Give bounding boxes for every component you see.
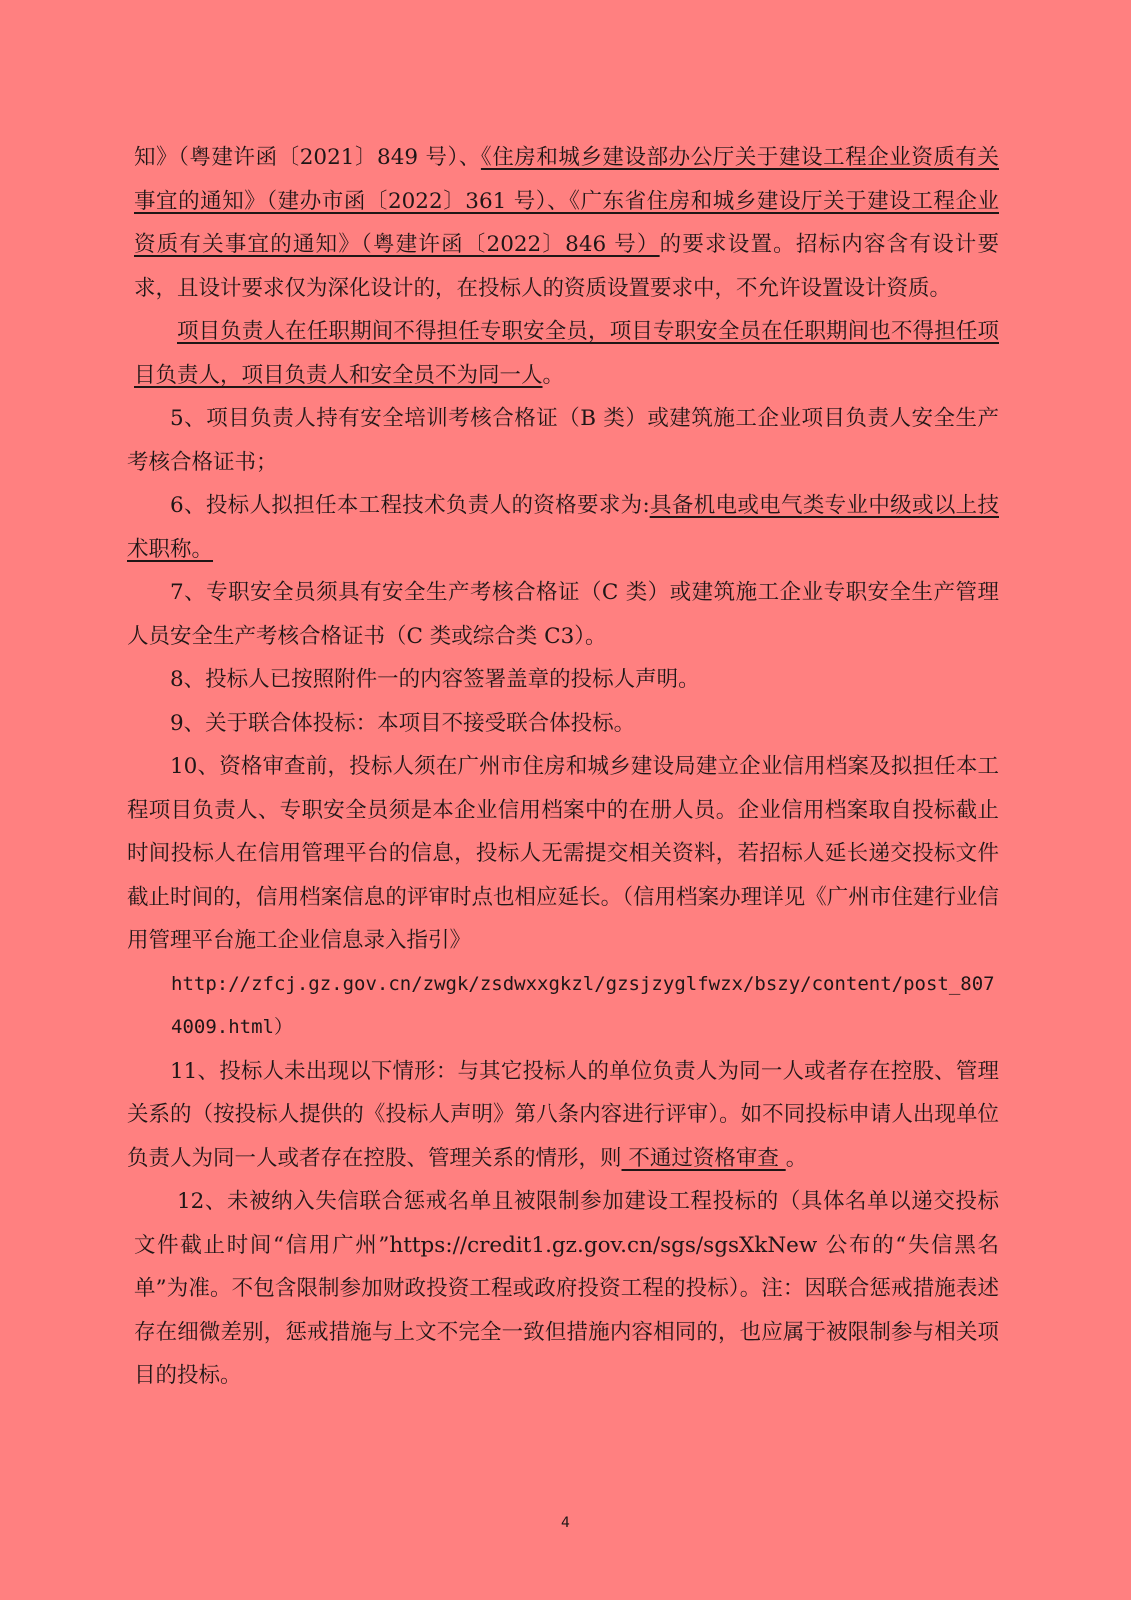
paragraph-project-manager: [127, 310, 999, 397]
credit-guide-url: http://zfcj.gz.gov.cn/zwgk/zsdwxxgkzl/gzsjzyglfwzx/bszy/content/post_8074009.html）: [171, 972, 995, 1038]
paragraph-item-12: 12、未被纳入失信联合惩戒名单且被限制参加建设工程投标的（具体名单以递交投标文件截止时间“信用广州”https://credit1.gz.gov.cn/sgs/sgsXkNew 公布的“失信黑名单”为准。不包含限制参加财政投资工程或政府投资工程的投标）。注：因联合惩戒措施表述存在细微差别，惩戒措施与上文不完全一致但措施内容相同的，也应属于被限制参与相关项目的投标。: [134, 1189, 999, 1388]
paragraph-item-7: 7、专职安全员须具有安全生产考核合格证（C 类）或建筑施工企业专职安全生产管理人员安全生产考核合格证书（C 类或综合类 C3）。: [127, 580, 999, 649]
paragraph-item-9: 9、关于联合体投标：本项目不接受联合体投标。: [170, 710, 636, 736]
text-segment: 知》（粤建许函〔2021〕849 号）、: [134, 145, 481, 170]
paragraph-item-5: 5、项目负责人持有安全培训考核合格证（B 类）或建筑施工企业项目负责人安全生产考核合格证书；: [127, 406, 999, 475]
underlined-text: 《住房和城乡建设部办公厅关于建设工程企业资质有关事宜的通知》（建办市函〔2022〕361 号）、《广东省住房和城乡建设厅关于建设工程企业资质有关事宜的通知》（粤建许函〔2022〕846 号）: [134, 145, 999, 257]
paragraph-item-6: [127, 484, 999, 571]
paragraph-item-10: 10、资格审查前，投标人须在广州市住房和城乡建设局建立企业信用档案及拟担任本工程项目负责人、专职安全员须是本企业信用档案中的在册人员。企业信用档案取自投标截止时间投标人在信用管理平台的信息，投标人无需提交相关资料，若招标人延长递交投标文件截止时间的，信用档案信息的评审时点也相应延长。（信用档案办理详见《广州市住建行业信用管理平台施工企业信息录入指引》: [127, 754, 999, 953]
text-segment: 6、投标人拟担任本工程技术负责人的资格要求为:: [170, 493, 650, 518]
text-segment: 。: [785, 1145, 808, 1171]
page-number: 4: [561, 1515, 570, 1531]
paragraph-qualification-docs: [127, 136, 999, 310]
underlined-text: 项目负责人在任职期间不得担任专职安全员，项目专职安全员在任职期间也不得担任项目负责人，项目负责人和安全员不为同一人: [134, 319, 999, 388]
paragraph-item-11: [127, 1050, 999, 1181]
text-segment: 。: [542, 362, 565, 388]
document-body: [127, 136, 999, 1398]
text-segment: 11、投标人未出现以下情形：与其它投标人的单位负责人为同一人或者存在控股、管理关系的（按投标人提供的《投标人声明》第八条内容进行评审）。如不同投标申请人出现单位负责人为同一人或者存在控股、管理关系的情形，则: [127, 1058, 999, 1171]
underlined-text: 具备机电或电气类专业中级或以上技术职称。: [127, 493, 999, 562]
text-segment: 的要求设置。招标内容含有设计要求，且设计要求仅为深化设计的，在投标人的资质设置要求中，不允许设置设计资质。: [134, 232, 999, 301]
underlined-text: 不通过资格审查: [621, 1145, 786, 1171]
paragraph-item-8: 8、投标人已按照附件一的内容签署盖章的投标人声明。: [170, 667, 700, 692]
